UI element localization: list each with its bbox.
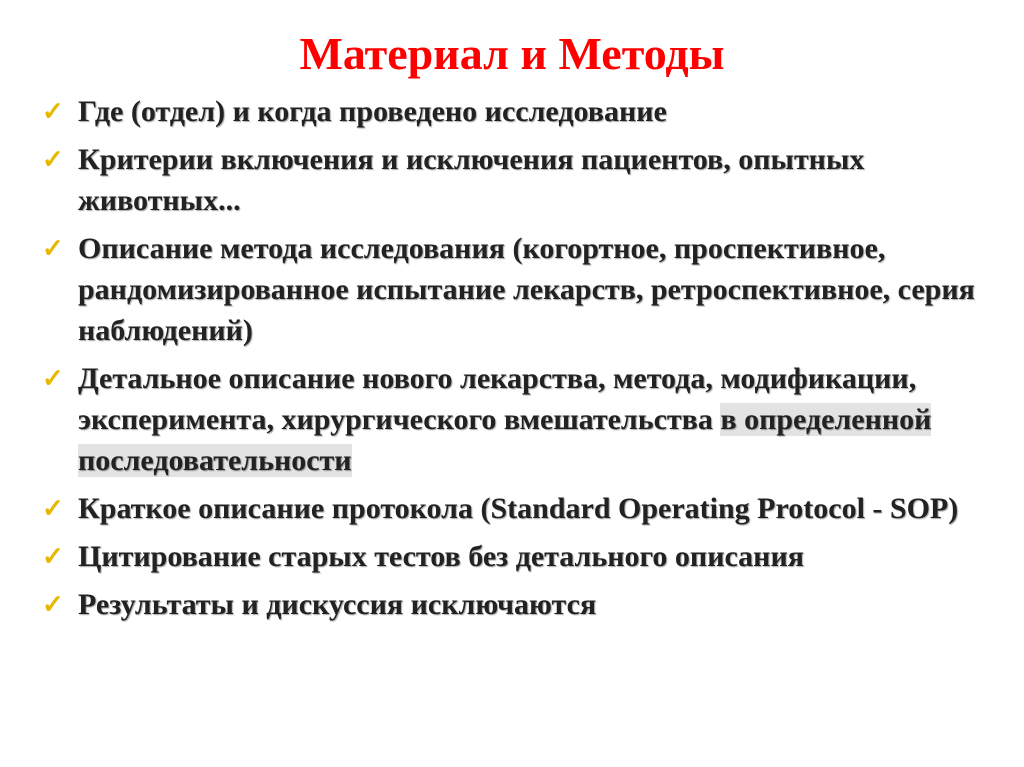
list-item	[40, 488, 984, 529]
list-item	[40, 584, 984, 625]
checkmark-icon: ✓	[42, 144, 64, 174]
highlighted-text: в определенной последовательности	[78, 402, 932, 477]
checkmark-icon: ✓	[42, 233, 64, 263]
slide-title: Материал и Методы	[299, 28, 725, 79]
checkmark-icon: ✓	[42, 493, 64, 523]
list-item-text: Описание метода исследования (когортное, проспективное, рандомизированное испытание лекарств, ретроспективное, серия наблюдений)	[78, 231, 975, 347]
list-item-text: Где (отдел) и когда проведено исследование	[78, 94, 667, 128]
checkmark-icon: ✓	[42, 363, 64, 393]
list-item	[40, 139, 984, 221]
list-item	[40, 91, 984, 132]
list-item	[40, 228, 984, 351]
list-item	[40, 358, 984, 481]
checkmark-icon: ✓	[42, 96, 64, 126]
list-item-text: Краткое описание протокола (Standard Operating Protocol - SOP)	[78, 491, 959, 525]
list-item-text: Цитирование старых тестов без детального описания	[78, 539, 804, 573]
list-item	[40, 536, 984, 577]
list-item-text: Результаты и дискуссия исключаются	[78, 587, 597, 621]
checkmark-icon: ✓	[42, 541, 64, 571]
checkmark-icon: ✓	[42, 589, 64, 619]
list-item-text: Детальное описание нового лекарства, метода, модификации, эксперимента, хирургического вмешательства	[78, 361, 917, 436]
bullet-list	[40, 91, 984, 625]
list-item-text: Критерии включения и исключения пациентов, опытных животных...	[78, 142, 865, 217]
